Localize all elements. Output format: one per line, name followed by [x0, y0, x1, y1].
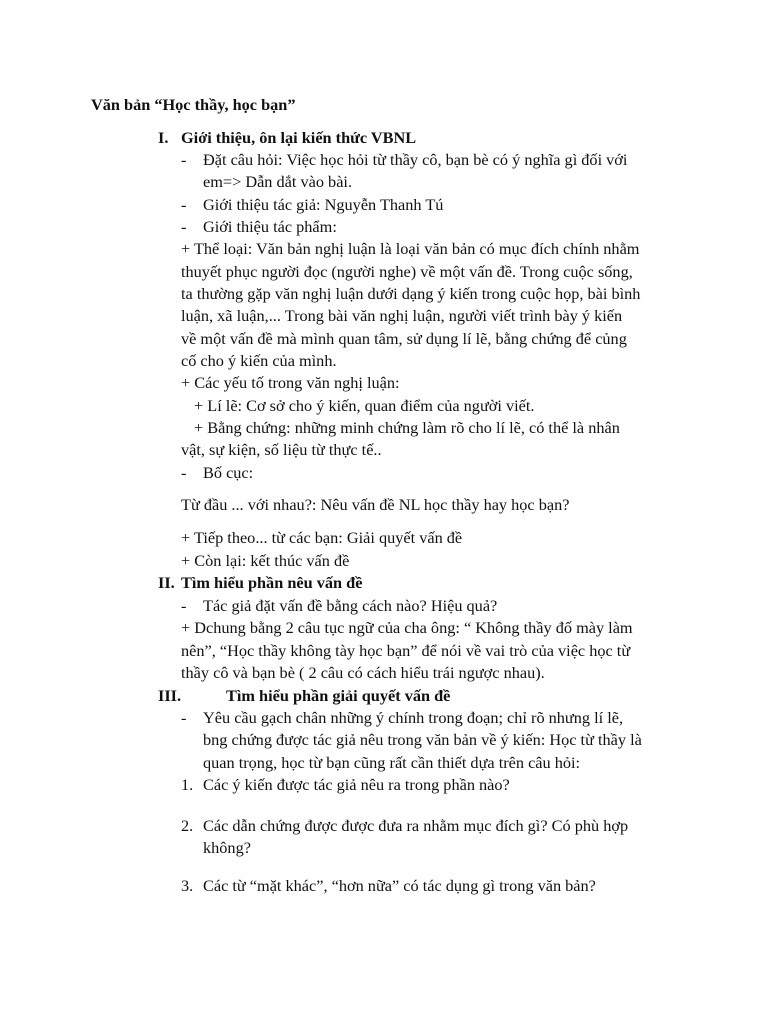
section-3-bullet: Yêu cầu gạch chân những ý chính trong đoạn; chỉ rõ nhưng lí lẽ,: [203, 708, 624, 727]
section-1-bullet-question-cont: em=> Dẫn dắt vào bài.: [203, 172, 353, 191]
section-1-bullet-author: Giới thiệu tác giả: Nguyễn Thanh Tú: [203, 195, 444, 214]
section-1-paragraph-line: luận, xã luận,... Trong bài văn nghị luận, người viết trình bày ý kiến: [181, 306, 623, 325]
section-1-paragraph-line: + Thể loại: Văn bản nghị luận là loại văn bản có mục đích chính nhằm: [181, 239, 640, 258]
question-1: Các ý kiến được tác giả nêu ra trong phần nào?: [203, 775, 510, 794]
section-2-number: II.: [158, 573, 175, 592]
bullet-dash: -: [181, 150, 187, 169]
question-number: 3.: [181, 876, 194, 895]
question-number: 1.: [181, 775, 194, 794]
section-1-paragraph-line: về một vấn đề mà mình quan tâm, sử dụng lí lẽ, bằng chứng để củng: [181, 329, 627, 348]
section-3-heading: Tìm hiểu phần giải quyết vấn đề: [226, 686, 451, 705]
section-1-paragraph-line: + Tiếp theo... từ các bạn: Giải quyết vấn đề: [181, 528, 463, 547]
question-2: Các dẫn chứng được được đưa ra nhằm mục đích gì? Có phù hợp: [203, 816, 629, 835]
bullet-dash: -: [181, 463, 187, 482]
question-number: 2.: [181, 816, 194, 835]
section-3-bullet-cont: bng chứng được tác giả nêu trong văn bản về ý kiến: Học từ thầy là: [203, 730, 642, 749]
section-2-paragraph-line: nên”, “Học thầy không tày học bạn” để nói về vai trò của việc học từ: [181, 641, 631, 660]
section-1-paragraph-line: thuyết phục người đọc (người nghe) về một vấn đề. Trong cuộc sống,: [181, 262, 633, 281]
section-1-paragraph-line: + Bằng chứng: những minh chứng làm rõ cho lí lẽ, có thể là nhân: [194, 418, 620, 437]
bullet-dash: -: [181, 708, 187, 727]
section-3-number: III.: [158, 686, 182, 705]
section-1-paragraph-line: Từ đầu ... với nhau?: Nêu vấn đề NL học thầy hay học bạn?: [181, 495, 570, 514]
question-3: Các từ “mặt khác”, “hơn nữa” có tác dụng gì trong văn bản?: [203, 876, 596, 895]
section-1-heading: Giới thiệu, ôn lại kiến thức VBNL: [181, 128, 417, 147]
section-1-paragraph-line: + Còn lại: kết thúc vấn đề: [181, 551, 350, 570]
bullet-dash: -: [181, 217, 187, 236]
section-1-paragraph-line: vật, sự kiện, số liệu từ thực tế..: [181, 440, 382, 459]
section-1-bullet-layout: Bố cục:: [203, 463, 254, 482]
section-1-bullet-question: Đặt câu hỏi: Việc học hỏi từ thầy cô, bạn bè có ý nghĩa gì đối với: [203, 150, 628, 169]
section-2-paragraph-line: + Dchung bằng 2 câu tục ngữ của cha ông: “ Không thầy đố mày làm: [181, 618, 633, 637]
section-1-paragraph-line: + Lí lẽ: Cơ sở cho ý kiến, quan điểm của người viết.: [194, 396, 535, 415]
section-1-paragraph-line: ta thường gặp văn nghị luận dưới dạng ý kiến trong cuộc họp, bài bình: [181, 284, 641, 303]
section-1-bullet-work: Giới thiệu tác phẩm:: [203, 217, 337, 236]
section-1-number: I.: [158, 128, 169, 147]
section-1-paragraph-line: + Các yếu tố trong văn nghị luận:: [181, 373, 400, 392]
section-2-bullet: Tác giả đặt vấn đề bằng cách nào? Hiệu quả?: [203, 596, 498, 615]
bullet-dash: -: [181, 195, 187, 214]
section-2-heading: Tìm hiểu phần nêu vấn đề: [181, 573, 363, 592]
question-2-cont: không?: [203, 838, 251, 857]
section-3-bullet-cont: quan trọng, học từ bạn cũng rất cần thiết dựa trên câu hỏi:: [203, 753, 581, 772]
section-1-paragraph-line: cố cho ý kiến của mình.: [181, 351, 337, 370]
section-2-paragraph-line: thầy cô và bạn bè ( 2 câu có cách hiểu trái ngược nhau).: [181, 663, 545, 682]
document-title: Văn bản “Học thầy, học bạn”: [91, 95, 296, 114]
bullet-dash: -: [181, 596, 187, 615]
